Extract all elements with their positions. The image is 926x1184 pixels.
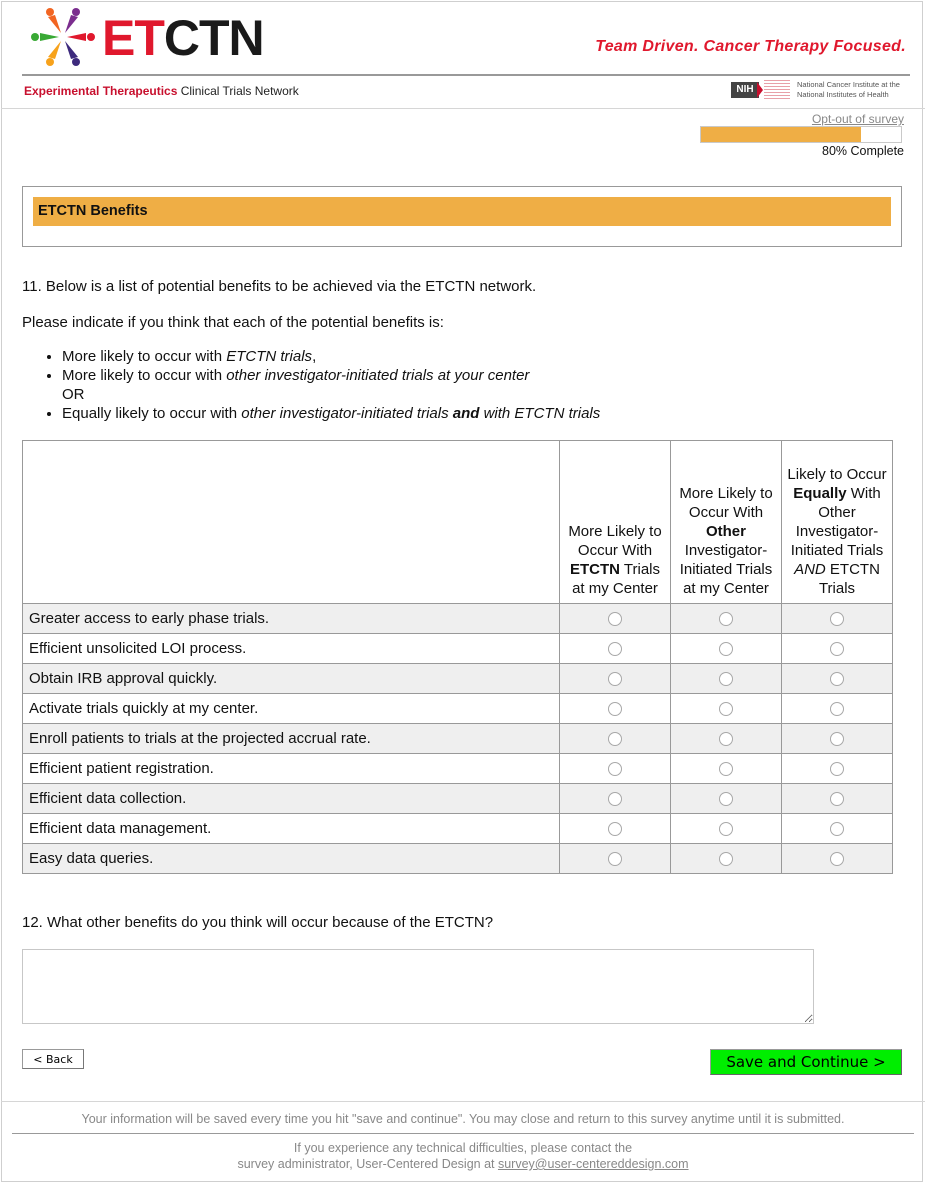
section-header-box bbox=[22, 186, 902, 247]
section-title: ETCTN Benefits bbox=[33, 197, 891, 226]
bullet-etctn: • More likely to occur with ETCTN trials, bbox=[62, 347, 600, 366]
nih-badge-icon: NIH bbox=[731, 82, 759, 98]
matrix-corner bbox=[23, 441, 560, 604]
question-12-text: 12. What other benefits do you think will occur because of the ETCTN? bbox=[22, 914, 494, 931]
footer-divider bbox=[1, 1101, 925, 1102]
radio-other[interactable] bbox=[719, 642, 733, 656]
progress-label: 80% Complete bbox=[822, 144, 904, 158]
radio-etctn[interactable] bbox=[608, 702, 622, 716]
radio-equal[interactable] bbox=[830, 702, 844, 716]
radio-other[interactable] bbox=[719, 822, 733, 836]
people-circle-logo-icon bbox=[30, 6, 96, 68]
header-divider bbox=[22, 74, 910, 76]
radio-equal[interactable] bbox=[830, 792, 844, 806]
row-label: Efficient data collection. bbox=[23, 784, 560, 814]
network-name: Experimental Therapeutics Clinical Trials Network bbox=[24, 84, 299, 98]
radio-etctn[interactable] bbox=[608, 612, 622, 626]
radio-etctn[interactable] bbox=[608, 792, 622, 806]
question-11-instruction: Please indicate if you think that each of the potential benefits is: bbox=[22, 314, 444, 331]
other-benefits-textarea[interactable] bbox=[22, 949, 814, 1024]
radio-equal[interactable] bbox=[830, 762, 844, 776]
radio-etctn[interactable] bbox=[608, 642, 622, 656]
column-header-etctn: More Likely to Occur With ETCTN Trials at my Center bbox=[560, 441, 671, 604]
row-label: Efficient data management. bbox=[23, 814, 560, 844]
radio-other[interactable] bbox=[719, 702, 733, 716]
radio-equal[interactable] bbox=[830, 672, 844, 686]
header-bottom-divider bbox=[1, 108, 925, 109]
radio-other[interactable] bbox=[719, 672, 733, 686]
bullet-equal: • Equally likely to occur with other investigator-initiated trials and with ETCTN trials bbox=[62, 404, 600, 423]
row-label: Easy data queries. bbox=[23, 844, 560, 874]
radio-equal[interactable] bbox=[830, 612, 844, 626]
logo-wordmark: ETCTN bbox=[102, 10, 264, 66]
radio-equal[interactable] bbox=[830, 852, 844, 866]
radio-etctn[interactable] bbox=[608, 852, 622, 866]
row-label: Efficient unsolicited LOI process. bbox=[23, 634, 560, 664]
radio-etctn[interactable] bbox=[608, 732, 622, 746]
table-row bbox=[23, 814, 893, 844]
benefits-matrix bbox=[22, 440, 893, 874]
table-row bbox=[23, 604, 893, 634]
radio-other[interactable] bbox=[719, 732, 733, 746]
radio-equal[interactable] bbox=[830, 642, 844, 656]
save-notice: Your information will be saved every time you hit "save and continue". You may close and return to this survey anytime until it is submitted. bbox=[81, 1112, 845, 1126]
table-row bbox=[23, 754, 893, 784]
option-descriptions bbox=[22, 347, 600, 423]
save-and-continue-button[interactable]: Save and Continue > bbox=[710, 1049, 902, 1075]
radio-other[interactable] bbox=[719, 762, 733, 776]
opt-out-link[interactable]: Opt-out of survey bbox=[811, 112, 904, 126]
row-label: Activate trials quickly at my center. bbox=[23, 694, 560, 724]
column-header-equal: Likely to Occur Equally With Other Investigator-Initiated Trials AND ETCTN Trials bbox=[782, 441, 893, 604]
radio-etctn[interactable] bbox=[608, 672, 622, 686]
table-row bbox=[23, 784, 893, 814]
radio-etctn[interactable] bbox=[608, 822, 622, 836]
footer-rule bbox=[12, 1133, 914, 1134]
column-header-other: More Likely to Occur With Other Investigator-Initiated Trials at my Center bbox=[671, 441, 782, 604]
contact-email-link[interactable]: survey@user-centereddesign.com bbox=[497, 1157, 689, 1171]
progress-fill bbox=[701, 127, 861, 142]
contact-info: If you experience any technical difficulties, please contact the survey administrator, User-Centered Design at survey@user-centereddesign.com bbox=[237, 1141, 689, 1171]
row-label: Enroll patients to trials at the projected accrual rate. bbox=[23, 724, 560, 754]
table-row bbox=[23, 634, 893, 664]
tagline: Team Driven. Cancer Therapy Focused. bbox=[595, 38, 906, 55]
table-row bbox=[23, 724, 893, 754]
table-row bbox=[23, 664, 893, 694]
etctn-logo bbox=[30, 6, 280, 70]
row-label: Efficient patient registration. bbox=[23, 754, 560, 784]
bullet-other: • More likely to occur with other investigator-initiated trials at your center OR bbox=[62, 366, 600, 404]
radio-etctn[interactable] bbox=[608, 762, 622, 776]
back-button[interactable]: < Back bbox=[22, 1049, 84, 1069]
nci-logo-icon bbox=[764, 80, 790, 100]
radio-equal[interactable] bbox=[830, 732, 844, 746]
nih-arrow-icon bbox=[757, 82, 763, 98]
progress-bar bbox=[700, 126, 902, 143]
row-label: Greater access to early phase trials. bbox=[23, 604, 560, 634]
radio-other[interactable] bbox=[719, 852, 733, 866]
nih-text: National Cancer Institute at the National Institutes of Health bbox=[797, 80, 900, 99]
radio-equal[interactable] bbox=[830, 822, 844, 836]
radio-other[interactable] bbox=[719, 612, 733, 626]
table-row bbox=[23, 694, 893, 724]
row-label: Obtain IRB approval quickly. bbox=[23, 664, 560, 694]
radio-other[interactable] bbox=[719, 792, 733, 806]
table-row bbox=[23, 844, 893, 874]
question-11-text: 11. Below is a list of potential benefits to be achieved via the ETCTN network. bbox=[22, 278, 537, 295]
